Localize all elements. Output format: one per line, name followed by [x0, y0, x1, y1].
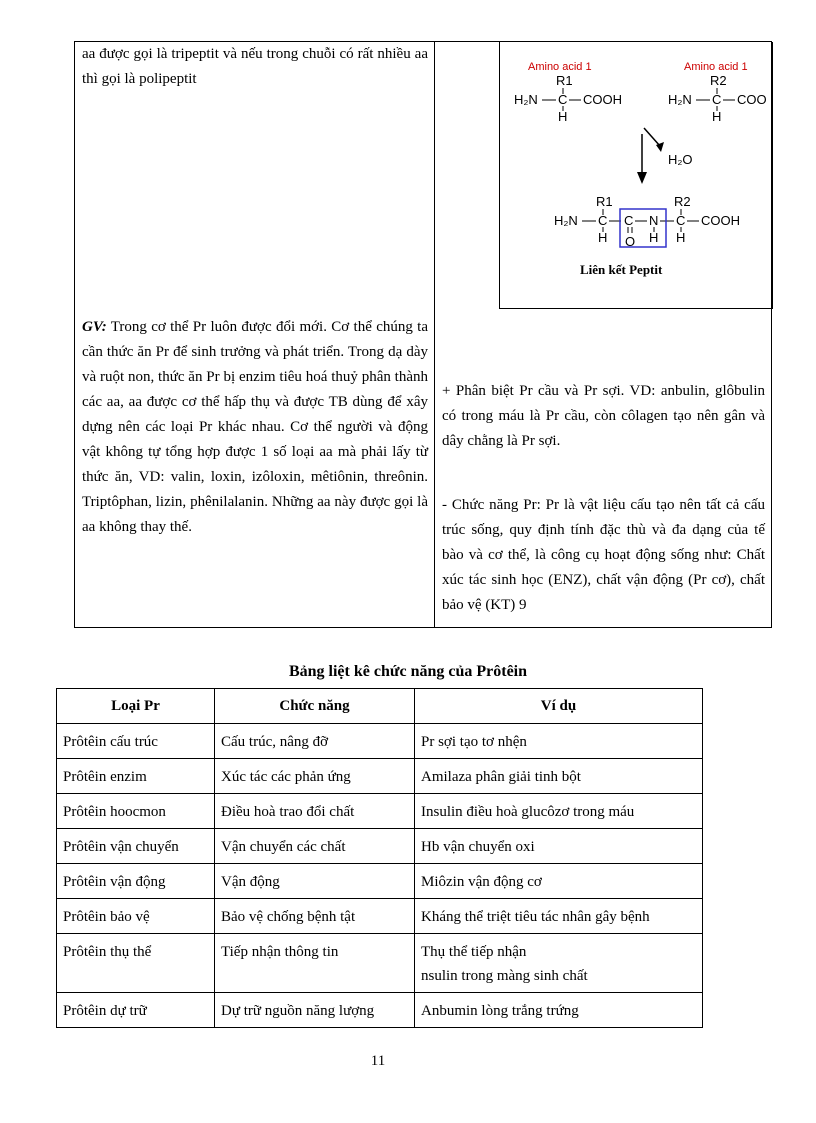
aa1-cooh: COOH: [583, 92, 622, 107]
gv-text: Trong cơ thể Pr luôn được đổi mới. Cơ thể chúng ta cần thức ăn Pr để sinh trưởng và phát triển. Trong dạ dày và ruột non, thức ăn Pr bị enzim tiêu hoá thuỷ phân thành các aa, aa được cơ thể hấp thụ và được TB dùng để xây dựng nên các loại Pr khác nhau. Cơ thể người và động vật không tự tổng hợp được 1 số loại aa mà phải lấy từ thức ăn, VD: valin, loxin, izôloxin, mêtiônin, threônin. Triptôphan, lizin, phênilalanin. Những aa này được gọi là aa không thay thế.: [82, 319, 428, 535]
cell-function: Bảo vệ chống bệnh tật: [215, 899, 415, 934]
dipeptide-cooh: COOH: [701, 213, 740, 228]
header-example: Ví dụ: [415, 689, 703, 724]
right-paragraph-1: + Phân biệt Pr cầu và Pr sợi. VD: anbulin, glôbulin có trong máu là Pr cầu, còn côlagen tạo nên gân và dây chằng là Pr sợi.: [442, 383, 765, 449]
dipeptide-n: N: [649, 213, 659, 228]
table-row: [57, 899, 703, 934]
cell-type: Prôtêin cấu trúc: [57, 724, 215, 759]
amino-acid-1-label: Amino acid 1: [528, 61, 592, 73]
table-row: [57, 724, 703, 759]
cell-type: Prôtêin vận chuyển: [57, 829, 215, 864]
cell-type: Prôtêin enzim: [57, 759, 215, 794]
amino-acid-2-label: Amino acid 1: [684, 61, 748, 73]
cell-example: Thụ thể tiếp nhận nsulin trong màng sinh chất: [415, 934, 703, 993]
dipeptide-h1: H: [598, 230, 608, 245]
cell-example: Anbumin lòng trắng trứng: [415, 993, 703, 1028]
aa1-h: H: [558, 109, 568, 124]
right-paragraph-2: - Chức năng Pr: Pr là vật liệu cấu tạo nên tất cả cấu trúc sống, quy định tính đặc thù và đa dạng của tế bào và cơ thể, là công cụ hoạt động sống như: Chất xúc tác sinh học (ENZ), chất vận động (Pr cơ), chất bảo vệ (KT) 9: [442, 497, 765, 613]
table-title: Bảng liệt kê chức năng của Prôtêin: [288, 663, 528, 680]
cell-example: Kháng thể triệt tiêu tác nhân gây bệnh: [415, 899, 703, 934]
cell-function: Điều hoà trao đổi chất: [215, 794, 415, 829]
aa2-h2n: H₂N: [668, 92, 692, 107]
reaction-arrow-head: [637, 172, 647, 184]
table-row: [57, 993, 703, 1028]
cell-example: Insulin điều hoà glucôzơ trong máu: [415, 794, 703, 829]
cell-function: Tiếp nhận thông tin: [215, 934, 415, 993]
cell-example: Miôzin vận động cơ: [415, 864, 703, 899]
cell-function: Vận động: [215, 864, 415, 899]
cell-example: Amilaza phân giải tinh bột: [415, 759, 703, 794]
cell-type: Prôtêin thụ thể: [57, 934, 215, 993]
aa2-h: H: [712, 109, 722, 124]
gv-label: GV:: [82, 319, 107, 335]
aa1-c: C: [558, 92, 568, 107]
lesson-table: [74, 41, 772, 628]
cell-function: Cấu trúc, nâng đỡ: [215, 724, 415, 759]
dipeptide-r1: R1: [596, 194, 613, 209]
left-paragraph-2: [82, 315, 428, 540]
figure-caption: Liên kết Peptit: [580, 262, 663, 277]
cell-type: Prôtêin hoocmon: [57, 794, 215, 829]
header-type: Loại Pr: [57, 689, 215, 724]
cell-example: Hb vận chuyển oxi: [415, 829, 703, 864]
table-row: [57, 829, 703, 864]
water-arrow: [644, 128, 660, 146]
cell-example: Pr sợi tạo tơ nhện: [415, 724, 703, 759]
cell-function: Xúc tác các phản ứng: [215, 759, 415, 794]
dipeptide-o: O: [625, 234, 636, 249]
dipeptide-c2: C: [676, 213, 686, 228]
dipeptide-h2: H: [676, 230, 686, 245]
table-row: [57, 794, 703, 829]
dipeptide-r2: R2: [674, 194, 691, 209]
cell-type: Prôtêin vận động: [57, 864, 215, 899]
water-label: H₂O: [668, 152, 693, 167]
table-row: [57, 864, 703, 899]
page-number: 11: [370, 1053, 386, 1069]
cell-type: Prôtêin bảo vệ: [57, 899, 215, 934]
protein-function-table: [56, 688, 703, 1028]
aa2-c: C: [712, 92, 722, 107]
cell-function: Dự trữ nguồn năng lượng: [215, 993, 415, 1028]
left-paragraph-1: aa được gọi là tripeptit và nếu trong chuỗi có rất nhiều aa thì gọi là polipeptit: [82, 46, 428, 87]
cell-function: Vận chuyển các chất: [215, 829, 415, 864]
aa1-h2n: H₂N: [514, 92, 538, 107]
aa1-r1: R1: [556, 73, 573, 88]
right-column: [435, 42, 772, 628]
aa2-r2: R2: [710, 73, 727, 88]
peptide-bond-figure: [499, 42, 773, 309]
dipeptide-hn: H: [649, 230, 659, 245]
dipeptide-c-carbonyl: C: [624, 213, 634, 228]
aa2-coo: COO: [737, 92, 767, 107]
dipeptide-c1: C: [598, 213, 608, 228]
cell-type: Prôtêin dự trữ: [57, 993, 215, 1028]
peptide-diagram: [500, 42, 772, 308]
table-row: [57, 934, 703, 993]
table-row: [57, 759, 703, 794]
header-function: Chức năng: [215, 689, 415, 724]
dipeptide-h2n: H₂N: [554, 213, 578, 228]
left-column: [75, 42, 435, 628]
